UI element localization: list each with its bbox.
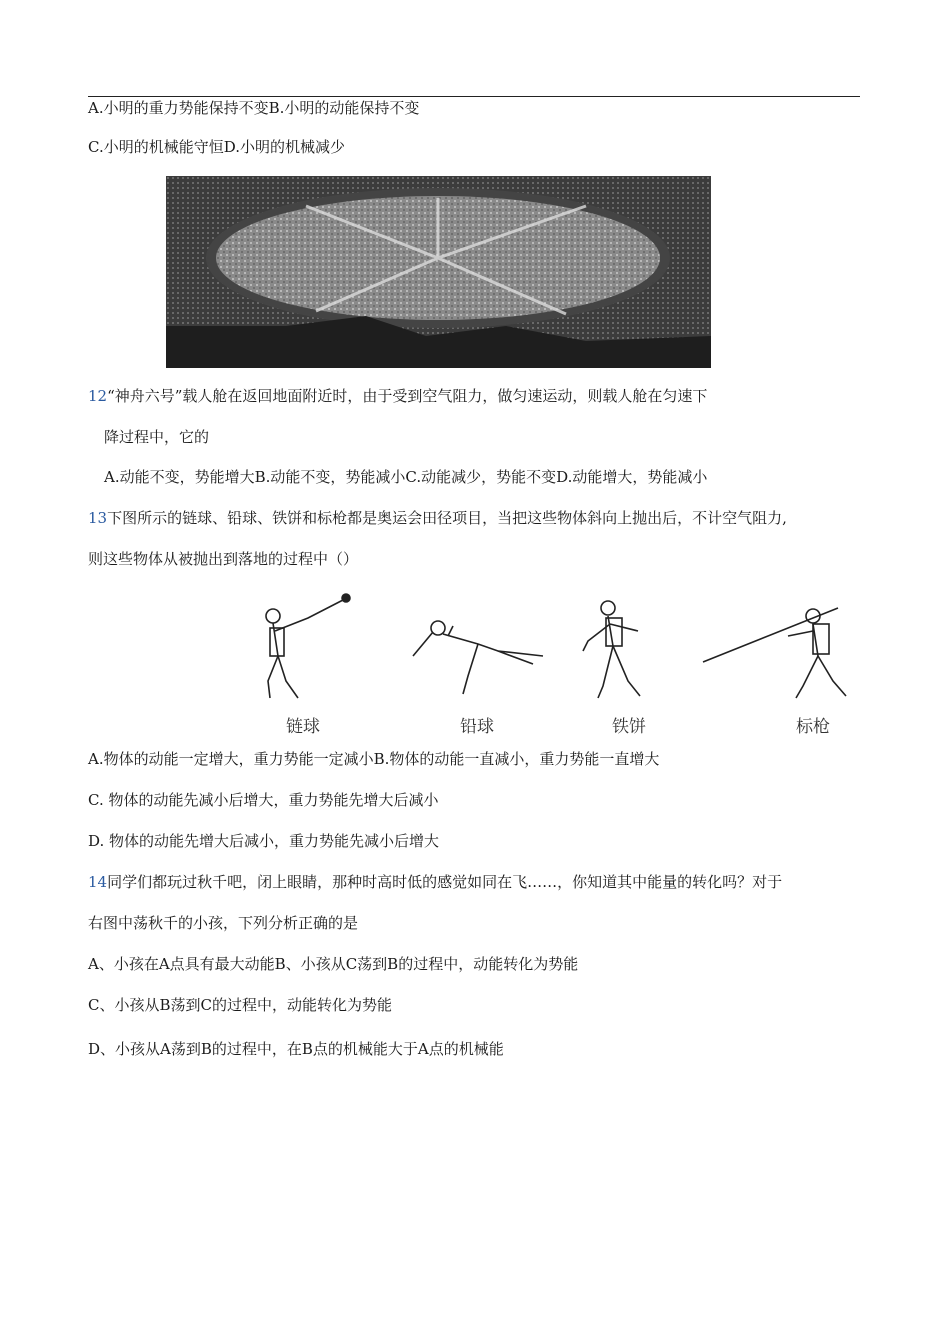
caption-discus: 铁饼 bbox=[612, 717, 646, 737]
caption-hammer: 链球 bbox=[286, 717, 320, 737]
q13-option-c: C. 物体的动能先减小后增大，重力势能先增大后减小 bbox=[88, 791, 439, 809]
q12-continuation: 降过程中，它的 bbox=[104, 428, 210, 446]
question-13-stem bbox=[88, 508, 787, 528]
q14-option-c: C、小孩从B荡到C的过程中，动能转化为势能 bbox=[88, 996, 392, 1014]
q13-continuation: 则这些物体从被抛出到落地的过程中（） bbox=[88, 550, 359, 568]
question-number-13: 13 bbox=[88, 509, 108, 527]
hammer-thrower-illustration bbox=[266, 594, 350, 698]
q13-option-ab: A.物体的动能一定增大，重力势能一定减小B.物体的动能一直减小，重力势能一直增大 bbox=[88, 750, 660, 768]
q13-text: 下图所示的链球、铅球、铁饼和标枪都是奥运会田径项目，当把这些物体斜向上抛出后，不计空气阻力, bbox=[107, 509, 787, 527]
stadium-photo bbox=[166, 176, 711, 368]
question-14-stem bbox=[88, 872, 782, 892]
question-12-stem bbox=[88, 386, 707, 406]
q14-option-d: D、小孩从A荡到B的过程中，在B点的机械能大于A点的机械能 bbox=[88, 1040, 504, 1058]
question-number-12: 12 bbox=[88, 387, 108, 405]
question-number-14: 14 bbox=[88, 873, 108, 891]
javelin-thrower-illustration bbox=[703, 608, 846, 698]
q11-options-cd: C.小明的机械能守恒D.小明的机械减少 bbox=[88, 138, 345, 156]
q11-options-ab: A.小明的重力势能保持不变B.小明的动能保持不变 bbox=[88, 99, 420, 117]
q14-option-ab: A、小孩在A点具有最大动能B、小孩从C荡到B的过程中，动能转化为势能 bbox=[88, 955, 579, 973]
q13-option-d: D. 物体的动能先增大后减小，重力势能先减小后增大 bbox=[88, 832, 440, 850]
q14-continuation: 右图中荡秋千的小孩，下列分析正确的是 bbox=[88, 914, 359, 932]
q12-options: A.动能不变，势能增大B.动能不变，势能减小C.动能减少，势能不变D.动能增大，势能减小 bbox=[104, 468, 708, 486]
q12-text: “神舟六号”载人舱在返回地面附近时，由于受到空气阻力，做匀速运动，则载人舱在匀速下 bbox=[107, 387, 708, 405]
q14-text: 同学们都玩过秋千吧，闭上眼睛，那种时高时低的感觉如同在飞……，你知道其中能量的转化吗？对于 bbox=[107, 873, 783, 891]
caption-javelin: 标枪 bbox=[796, 717, 830, 737]
athletics-figure bbox=[248, 586, 858, 736]
caption-shot: 铅球 bbox=[460, 717, 494, 737]
header-rule bbox=[88, 96, 860, 97]
discus-thrower-illustration bbox=[583, 601, 640, 698]
shot-putter-illustration bbox=[413, 621, 543, 694]
